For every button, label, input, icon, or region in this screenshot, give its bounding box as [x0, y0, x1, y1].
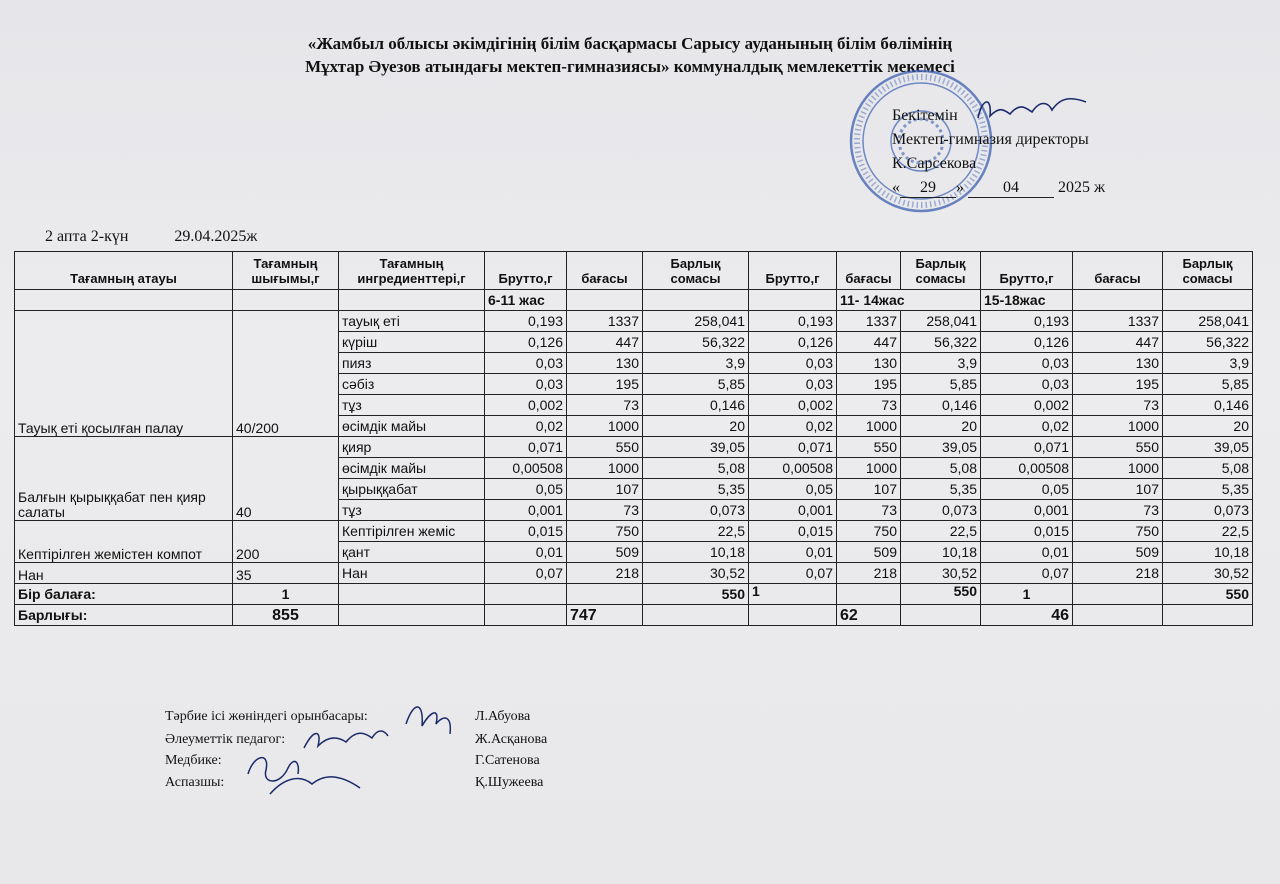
brutto-cell: 0,071	[749, 437, 837, 458]
ingredient-name: өсімдік майы	[339, 458, 485, 479]
ingredient-name: Нан	[339, 563, 485, 584]
price-cell: 1000	[837, 416, 901, 437]
deputy-signature	[400, 694, 460, 744]
total-cell: 0,073	[901, 500, 981, 521]
total-cell: 56,322	[1163, 332, 1253, 353]
total-cell: 3,9	[643, 353, 749, 374]
brutto-cell: 0,126	[485, 332, 567, 353]
total-cell: 30,52	[643, 563, 749, 584]
total-cell: 20	[901, 416, 981, 437]
price-cell: 73	[567, 395, 643, 416]
brutto-cell: 0,071	[981, 437, 1073, 458]
brutto-cell: 0,05	[485, 479, 567, 500]
total-cell: 258,041	[901, 311, 981, 332]
header-brutto: Брутто,г	[981, 252, 1073, 290]
ingredient-name: пияз	[339, 353, 485, 374]
table-row	[15, 563, 1253, 584]
header-line-1: «Жамбыл облысы әкімдігінің білім басқармасы Сарысу ауданының білім бөлімінің	[307, 34, 953, 53]
brutto-cell: 0,00508	[485, 458, 567, 479]
signature-name-2: Ж.Асқанова	[475, 732, 548, 747]
header-ingredients: Тағамның ингредиенттері,г	[339, 252, 485, 290]
price-cell: 218	[1073, 563, 1163, 584]
table-row	[15, 311, 1253, 332]
brutto-cell: 0,015	[485, 521, 567, 542]
total-cell: 56,322	[643, 332, 749, 353]
per-child-yield: 1	[233, 584, 339, 605]
per-child-count-3: 1	[981, 584, 1073, 605]
price-cell: 130	[567, 353, 643, 374]
brutto-cell: 0,002	[749, 395, 837, 416]
per-child-group-3: 550	[1163, 584, 1253, 605]
brutto-cell: 0,193	[981, 311, 1073, 332]
price-cell: 750	[567, 521, 643, 542]
ingredient-name: қант	[339, 542, 485, 563]
ingredient-name: тауық еті	[339, 311, 485, 332]
total-cell: 0,146	[643, 395, 749, 416]
brutto-cell: 0,01	[981, 542, 1073, 563]
brutto-cell: 0,193	[749, 311, 837, 332]
price-cell: 195	[567, 374, 643, 395]
dish-yield: 35	[233, 563, 339, 584]
price-cell: 107	[1073, 479, 1163, 500]
signature-role-3: Медбике:	[165, 753, 222, 768]
total-cell: 5,08	[1163, 458, 1253, 479]
total-cell: 258,041	[1163, 311, 1253, 332]
dish-name: Балғын қырыққабат пен қияр салаты	[15, 437, 233, 521]
ingredient-name: өсімдік майы	[339, 416, 485, 437]
total-cell: 20	[643, 416, 749, 437]
price-cell: 1000	[567, 416, 643, 437]
brutto-cell: 0,03	[749, 374, 837, 395]
dish-yield: 40/200	[233, 311, 339, 437]
brutto-cell: 0,07	[981, 563, 1073, 584]
price-cell: 218	[837, 563, 901, 584]
nurse-cook-signature	[240, 744, 370, 804]
header-total: Барлық сомасы	[901, 252, 981, 290]
brutto-cell: 0,126	[981, 332, 1073, 353]
age-group-2: 11- 14жас	[837, 290, 981, 311]
price-cell: 73	[837, 500, 901, 521]
total-cell: 258,041	[643, 311, 749, 332]
price-cell: 73	[1073, 395, 1163, 416]
per-child-group-1: 550	[643, 584, 749, 605]
price-cell: 107	[837, 479, 901, 500]
per-child-group-2: 550	[901, 584, 981, 605]
ingredient-name: Кептірілген жеміс	[339, 521, 485, 542]
table-row	[15, 521, 1253, 542]
total-yield: 855	[233, 605, 339, 626]
total-cell: 56,322	[901, 332, 981, 353]
approval-day: 29	[900, 179, 956, 198]
brutto-cell: 0,03	[981, 374, 1073, 395]
dish-yield: 40	[233, 437, 339, 521]
signature-name-4: Қ.Шужеева	[475, 775, 544, 790]
brutto-cell: 0,00508	[749, 458, 837, 479]
total-group-2: 62	[837, 605, 901, 626]
age-group-3: 15-18жас	[981, 290, 1073, 311]
brutto-cell: 0,126	[749, 332, 837, 353]
total-cell: 0,146	[901, 395, 981, 416]
ingredient-name: қияр	[339, 437, 485, 458]
total-cell: 5,35	[643, 479, 749, 500]
price-cell: 130	[837, 353, 901, 374]
total-cell: 0,073	[643, 500, 749, 521]
header-line-2: Мұхтар Әуезов атындағы мектеп-гимназиясы» коммуналдық мемлекеттік мекемесі	[305, 57, 955, 76]
total-cell: 39,05	[1163, 437, 1253, 458]
brutto-cell: 0,07	[485, 563, 567, 584]
approval-month: 04	[968, 179, 1054, 198]
dish-name: Тауық еті қосылған палау	[15, 311, 233, 437]
approval-position: Мектеп-гимназия директоры	[892, 131, 1089, 148]
signature-role-1: Тәрбие ісі жөніндегі орынбасары:	[165, 709, 368, 724]
menu-body	[15, 311, 1253, 584]
brutto-cell: 0,03	[485, 374, 567, 395]
menu-table	[14, 251, 1253, 626]
price-cell: 1000	[837, 458, 901, 479]
brutto-cell: 0,03	[981, 353, 1073, 374]
total-cell: 22,5	[901, 521, 981, 542]
approval-label: Бекітемін	[892, 107, 958, 124]
table-header-row	[15, 252, 1253, 290]
price-cell: 130	[1073, 353, 1163, 374]
brutto-cell: 0,001	[749, 500, 837, 521]
brutto-cell: 0,00508	[981, 458, 1073, 479]
total-cell: 22,5	[1163, 521, 1253, 542]
brutto-cell: 0,05	[749, 479, 837, 500]
total-label: Барлығы:	[15, 605, 233, 626]
total-cell: 3,9	[1163, 353, 1253, 374]
price-cell: 750	[837, 521, 901, 542]
brutto-cell: 0,002	[981, 395, 1073, 416]
header-price: бағасы	[567, 252, 643, 290]
price-cell: 1000	[1073, 458, 1163, 479]
price-cell: 550	[837, 437, 901, 458]
director-signature	[970, 88, 1090, 136]
approval-name: К.Сарсекова	[892, 155, 977, 172]
header-brutto: Брутто,г	[749, 252, 837, 290]
header-price: бағасы	[837, 252, 901, 290]
age-group-1: 6-11 жас	[485, 290, 567, 311]
brutto-cell: 0,193	[485, 311, 567, 332]
brutto-cell: 0,01	[485, 542, 567, 563]
dish-name: Нан	[15, 563, 233, 584]
brutto-cell: 0,01	[749, 542, 837, 563]
total-cell: 5,35	[1163, 479, 1253, 500]
price-cell: 195	[837, 374, 901, 395]
total-cell: 10,18	[901, 542, 981, 563]
brutto-cell: 0,03	[485, 353, 567, 374]
signature-role-2: Әлеуметтік педагог:	[165, 732, 286, 747]
approval-date	[892, 179, 1105, 198]
total-cell: 30,52	[1163, 563, 1253, 584]
signature-role-4: Аспазшы:	[165, 775, 225, 790]
price-cell: 509	[1073, 542, 1163, 563]
total-cell: 0,146	[1163, 395, 1253, 416]
total-cell: 39,05	[643, 437, 749, 458]
total-cell: 10,18	[1163, 542, 1253, 563]
per-child-label: Бір балаға:	[15, 584, 233, 605]
header-total: Барлық сомасы	[643, 252, 749, 290]
header-dish: Тағамның атауы	[15, 252, 233, 290]
age-group-row	[15, 290, 1253, 311]
price-cell: 550	[567, 437, 643, 458]
ingredient-name: күріш	[339, 332, 485, 353]
total-cell: 5,08	[901, 458, 981, 479]
ingredient-name: қырыққабат	[339, 479, 485, 500]
price-cell: 447	[837, 332, 901, 353]
dish-name: Кептірілген жемістен компот	[15, 521, 233, 563]
per-child-count-2: 1	[749, 584, 837, 605]
total-cell: 5,85	[1163, 374, 1253, 395]
brutto-cell: 0,015	[981, 521, 1073, 542]
ingredient-name: тұз	[339, 500, 485, 521]
brutto-cell: 0,02	[981, 416, 1073, 437]
header-total: Барлық сомасы	[1163, 252, 1253, 290]
brutto-cell: 0,001	[981, 500, 1073, 521]
brutto-cell: 0,07	[749, 563, 837, 584]
price-cell: 195	[1073, 374, 1163, 395]
total-cell: 3,9	[901, 353, 981, 374]
total-cell: 5,35	[901, 479, 981, 500]
total-cell: 22,5	[643, 521, 749, 542]
approval-day-close: »	[956, 179, 964, 196]
brutto-cell: 0,071	[485, 437, 567, 458]
price-cell: 447	[1073, 332, 1163, 353]
approval-year: 2025 ж	[1058, 179, 1106, 196]
total-cell: 5,08	[643, 458, 749, 479]
price-cell: 73	[837, 395, 901, 416]
price-cell: 509	[837, 542, 901, 563]
brutto-cell: 0,002	[485, 395, 567, 416]
menu-date: 29.04.2025ж	[174, 228, 258, 245]
price-cell: 447	[567, 332, 643, 353]
brutto-cell: 0,03	[749, 353, 837, 374]
menu-date-line	[45, 228, 303, 246]
total-cell: 20	[1163, 416, 1253, 437]
table-row	[15, 437, 1253, 458]
header-yield: Тағамның шығымы,г	[233, 252, 339, 290]
total-cell: 10,18	[643, 542, 749, 563]
dish-yield: 200	[233, 521, 339, 563]
brutto-cell: 0,02	[485, 416, 567, 437]
price-cell: 73	[1073, 500, 1163, 521]
price-cell: 1337	[567, 311, 643, 332]
price-cell: 107	[567, 479, 643, 500]
brutto-cell: 0,05	[981, 479, 1073, 500]
price-cell: 750	[1073, 521, 1163, 542]
ingredient-name: сәбіз	[339, 374, 485, 395]
signature-name-1: Л.Абуова	[475, 709, 531, 724]
total-cell: 5,85	[643, 374, 749, 395]
price-cell: 509	[567, 542, 643, 563]
day-label: 2 апта 2-күн	[45, 228, 129, 245]
price-cell: 1000	[567, 458, 643, 479]
price-cell: 1000	[1073, 416, 1163, 437]
brutto-cell: 0,02	[749, 416, 837, 437]
price-cell: 73	[567, 500, 643, 521]
brutto-cell: 0,001	[485, 500, 567, 521]
total-row	[15, 605, 1253, 626]
total-group-3: 46	[981, 605, 1073, 626]
price-cell: 550	[1073, 437, 1163, 458]
price-cell: 218	[567, 563, 643, 584]
total-cell: 39,05	[901, 437, 981, 458]
price-cell: 1337	[1073, 311, 1163, 332]
header-brutto: Брутто,г	[485, 252, 567, 290]
header-price: бағасы	[1073, 252, 1163, 290]
price-cell: 1337	[837, 311, 901, 332]
ingredient-name: тұз	[339, 395, 485, 416]
total-group-1: 747	[567, 605, 643, 626]
signature-name-3: Г.Сатенова	[475, 753, 540, 768]
brutto-cell: 0,015	[749, 521, 837, 542]
total-cell: 5,85	[901, 374, 981, 395]
per-child-row	[15, 584, 1253, 605]
approval-day-open: «	[892, 179, 900, 196]
total-cell: 30,52	[901, 563, 981, 584]
total-cell: 0,073	[1163, 500, 1253, 521]
